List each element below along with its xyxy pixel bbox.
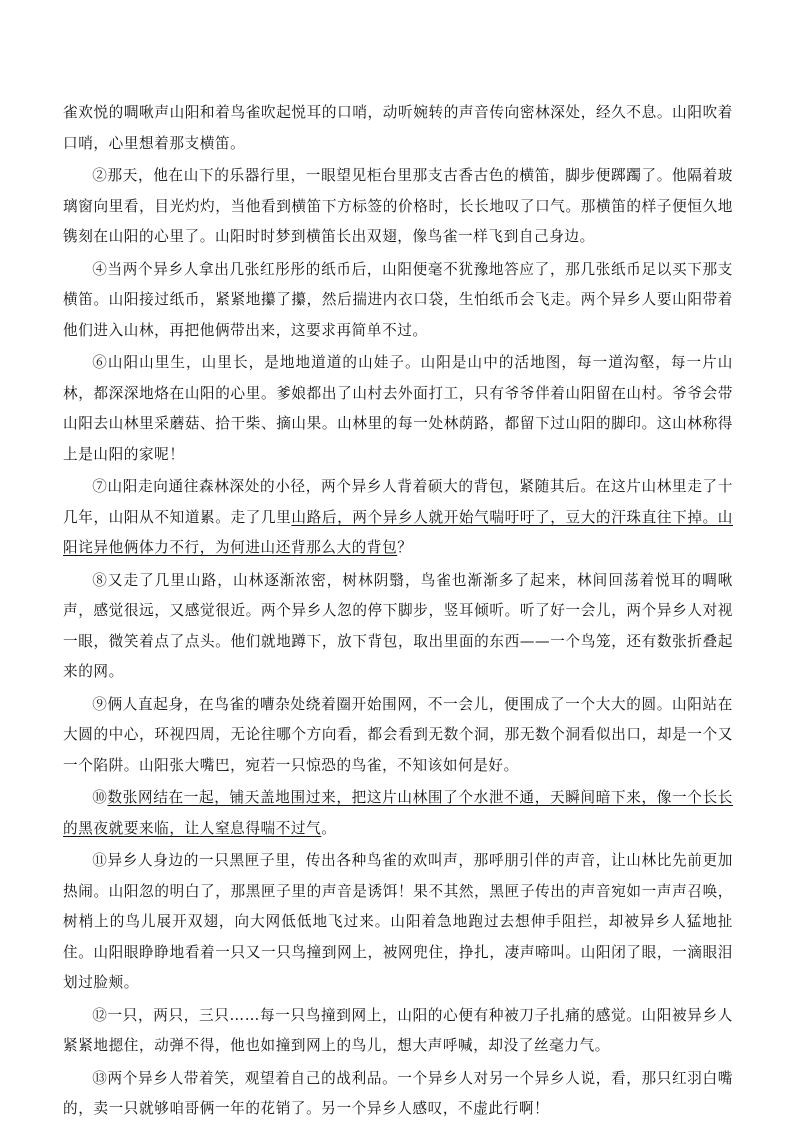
- paragraph-text: ？: [397, 539, 413, 556]
- paragraph-2: [63, 161, 733, 253]
- underlined-sentence: 山路后，两个异乡人就开始气喘吁吁了，豆大的汗珠直往下掉。山阳诧异他俩体力不行，为何进山还背那么大的背包: [63, 508, 733, 556]
- paragraph-13: [63, 1064, 733, 1125]
- underlined-sentence: 数张网结在一起，铺天盖地围过来，把这片山林围了个水泄不通，天瞬间暗下来，像一个长长的黑夜就要来临，让人窒息得喘不过气: [63, 789, 733, 837]
- paragraph-11: [63, 846, 733, 999]
- paragraph-text: ⑪异乡人身边的一只黑匣子里，传出各种鸟雀的欢叫声，那呼朋引伴的声音，让山林比先前更加热闹。山阳忽的明白了，那黑匣子里的声音是诱饵！果不其然，黑匣子传出的声音宛如一声声召唤，树梢上的鸟儿展开双翅，向大网低低地飞过来。山阳着急地跑过去想伸手阻拦，却被异乡人猛地扯住。山阳眼睁睁地看着一只又一只鸟撞到网上，被网兜住，挣扎，凄声啼叫。山阳闭了眼，一滴眼泪划过脸颊。: [63, 852, 733, 991]
- paragraph-text: ⑫一只，两只，三只……每一只鸟撞到网上，山阳的心便有种被刀子扎痛的感觉。山阳被异乡人紧紧地摁住，动弹不得，他也如撞到网上的鸟儿，想大声呼喊，却没了丝毫力气。: [63, 1006, 733, 1054]
- paragraph-6: [63, 348, 733, 470]
- paragraph-9: [63, 690, 733, 782]
- paragraph-text: ⑧又走了几里山路，山林逐渐浓密，树林阴翳，鸟雀也渐渐多了起来，林间回荡着悦耳的啁啾声，感觉很远，又感觉很近。两个异乡人忽的停下脚步，竖耳倾听。听了好一会儿，两个异乡人对视一眼，微笑着点了点头。他们就地蹲下，放下背包，取出里面的东西——一个鸟笼，还有数张折叠起来的网。: [63, 571, 733, 680]
- paragraph-10: [63, 783, 733, 844]
- story-text: [63, 98, 733, 1127]
- paragraph-7: [63, 472, 733, 564]
- paragraph-text: ⑦山阳走向通往森林深处的小径，两个异乡人背着硕大的背包，紧随其后。在这片山林里走了十几年，山阳从不知道累。走了几里: [63, 478, 733, 526]
- paragraph-8: [63, 566, 733, 688]
- paragraph-text: ⑬两个异乡人带着笑，观望着自己的战利品。一个异乡人对另一个异乡人说，看，那只红羽白嘴的，卖一只就够咱哥俩一年的花销了。另一个异乡人感叹，不虚此行啊！: [63, 1069, 733, 1117]
- paragraph-text: ④当两个异乡人拿出几张红彤彤的纸币后，山阳便毫不犹豫地答应了，那几张纸币足以买下那支横笛。山阳接过纸币，紧紧地攥了攥，然后揣进内衣口袋，生怕纸币会飞走。两个异乡人要山阳带着他们进入山林，再把他俩带出来，这要求再简单不过。: [63, 260, 733, 339]
- paragraph-text: ⑨俩人直起身，在鸟雀的嘈杂处绕着圈开始围网，不一会儿，便围成了一个大大的圆。山阳站在大圆的中心，环视四周，无论往哪个方向看，都会看到无数个洞，那无数个洞看似出口，却是一个又一个陷阱。山阳张大嘴巴，宛若一只惊恐的鸟雀，不知该如何是好。: [63, 695, 733, 774]
- paragraph-continuation: [63, 98, 733, 159]
- paragraph-text: ⑥山阳山里生，山里长，是地地道道的山娃子。山阳是山中的活地图，每一道沟壑，每一片山林，都深深地烙在山阳的心里。爹娘都出了山村去外面打工，只有爷爷伴着山阳留在山村。爷爷会带山阳去山林里采蘑菇、拾干柴、摘山果。山林里的每一处林荫路，都留下过山阳的脚印。这山林称得上是山阳的家呢！: [63, 354, 733, 463]
- paragraph-text: ②那天，他在山下的乐器行里，一眼望见柜台里那支古香古色的横笛，脚步便踯躅了。他隔着玻璃窗向里看，目光灼灼，当他看到横笛下方标签的价格时，长长地叹了口气。那横笛的样子便恒久地镌刻在山阳的心里了。山阳时时梦到横笛长出双翅，像鸟雀一样飞到自己身边。: [63, 167, 733, 245]
- paragraph-text: 雀欢悦的啁啾声山阳和着鸟雀吹起悦耳的口哨，动听婉转的声音传向密林深处，经久不息。山阳吹着口哨，心里想着那支横笛。: [63, 104, 733, 152]
- paragraph-text: 。: [321, 819, 337, 837]
- paragraph-4: [63, 255, 733, 347]
- paragraph-number: ⑩: [92, 789, 108, 806]
- paragraph-12: [63, 1001, 733, 1062]
